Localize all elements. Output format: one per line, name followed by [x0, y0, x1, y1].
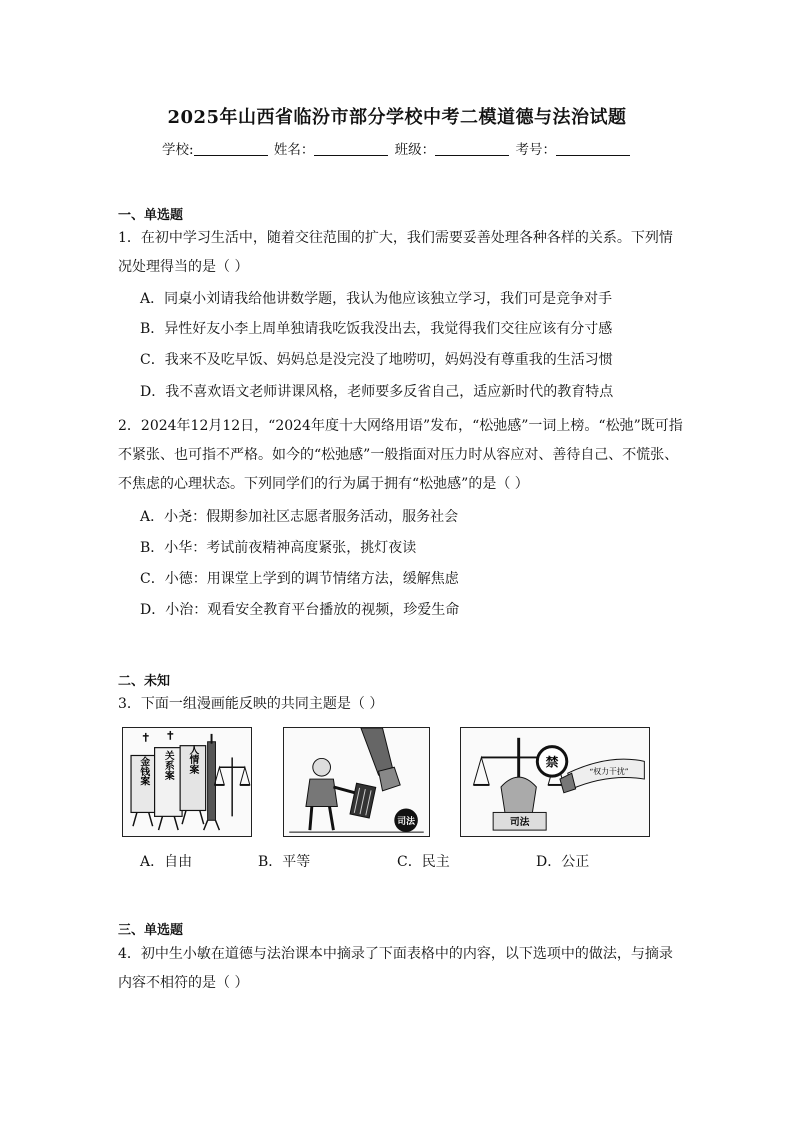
question-3-option-d: D．公正	[536, 854, 590, 870]
question-1-option-b: B．异性好友小李上周单独请我吃饭我没出去，我觉得我们交往应该有分寸感	[140, 321, 613, 337]
cartoon-3-forbid-badge: 禁	[545, 755, 559, 771]
section-heading-1: 一、单选题	[118, 208, 184, 223]
cartoon-3-power-label: “权力干扰”	[589, 767, 629, 777]
question-3-option-b: B．平等	[258, 854, 311, 870]
cartoon-2-justice-badge: 司法	[397, 817, 415, 828]
school-label: 学校:	[162, 142, 194, 158]
cartoon-2-image	[283, 727, 430, 837]
class-label: 班级：	[394, 142, 436, 158]
question-2-stem: 2．2024年12月12日，“2024年度十大网络用语”发布，“松弛感”一词上榜。“松弛”既可指不紧张、也可指不严格。如今的“松弛感”一般指面对压力时从容应对、善待自己、不慌张、不焦虑的心理状态。下列同学们的行为属于拥有“松弛感”的是（ ）	[118, 418, 683, 492]
cartoon-1-relation-label: 关系案	[162, 750, 174, 781]
question-1-option-c: C．我来不及吃早饭、妈妈总是没完没了地唠叨，妈妈没有尊重我的生活习惯	[140, 352, 613, 368]
question-3-option-c: C．民主	[397, 854, 450, 870]
cartoon-3-drawing	[461, 728, 649, 836]
question-3-option-a: A．自由	[140, 854, 193, 870]
section-heading-3: 三、单选题	[118, 923, 184, 938]
cartoon-1-drawing	[123, 728, 251, 836]
question-1-stem: 1．在初中学习生活中，随着交往范围的扩大，我们需要妥善处理各种各样的关系。下列情况处理得当的是（ ）	[118, 230, 673, 275]
section-heading-2: 二、未知	[118, 674, 171, 689]
cartoon-1-image	[122, 727, 252, 837]
question-2-option-b: B．小华：考试前夜精神高度紧张，挑灯夜读	[140, 540, 417, 556]
name-label: 姓名：	[273, 142, 315, 158]
question-2-option-c: C．小德：用课堂上学到的调节情绪方法，缓解焦虑	[140, 571, 459, 587]
student-info-line	[0, 138, 794, 158]
cartoon-3-justice-block: 司法	[509, 817, 530, 829]
page-title: 2025年山西省临汾市部分学校中考二模道德与法治试题	[167, 107, 627, 128]
school-blank[interactable]	[194, 141, 268, 156]
question-4-stem: 4．初中生小敏在道德与法治课本中摘录了下面表格中的内容，以下选项中的做法，与摘录内容不相符的是（ ）	[118, 946, 673, 991]
cartoon-3-image	[460, 727, 650, 837]
exam-no-label: 考号：	[515, 142, 556, 158]
cartoon-1-money-label: 金钱案	[138, 756, 150, 786]
question-1-option-a: A．同桌小刘请我给他讲数学题，我认为他应该独立学习，我们可是竞争对手	[140, 291, 613, 307]
cartoon-1-favor-label: 人情案	[187, 744, 199, 775]
exam-no-blank[interactable]	[556, 141, 630, 156]
question-2-option-d: D．小治：观看安全教育平台播放的视频，珍爱生命	[140, 602, 460, 618]
question-2-option-a: A．小尧：假期参加社区志愿者服务活动，服务社会	[140, 509, 459, 525]
cartoon-2-drawing	[284, 728, 429, 836]
class-blank[interactable]	[435, 141, 509, 156]
name-blank[interactable]	[314, 141, 388, 156]
question-3-stem: 3．下面一组漫画能反映的共同主题是（ ）	[118, 696, 384, 712]
question-1-option-d: D．我不喜欢语文老师讲课风格，老师要多反省自己，适应新时代的教育特点	[140, 384, 614, 400]
